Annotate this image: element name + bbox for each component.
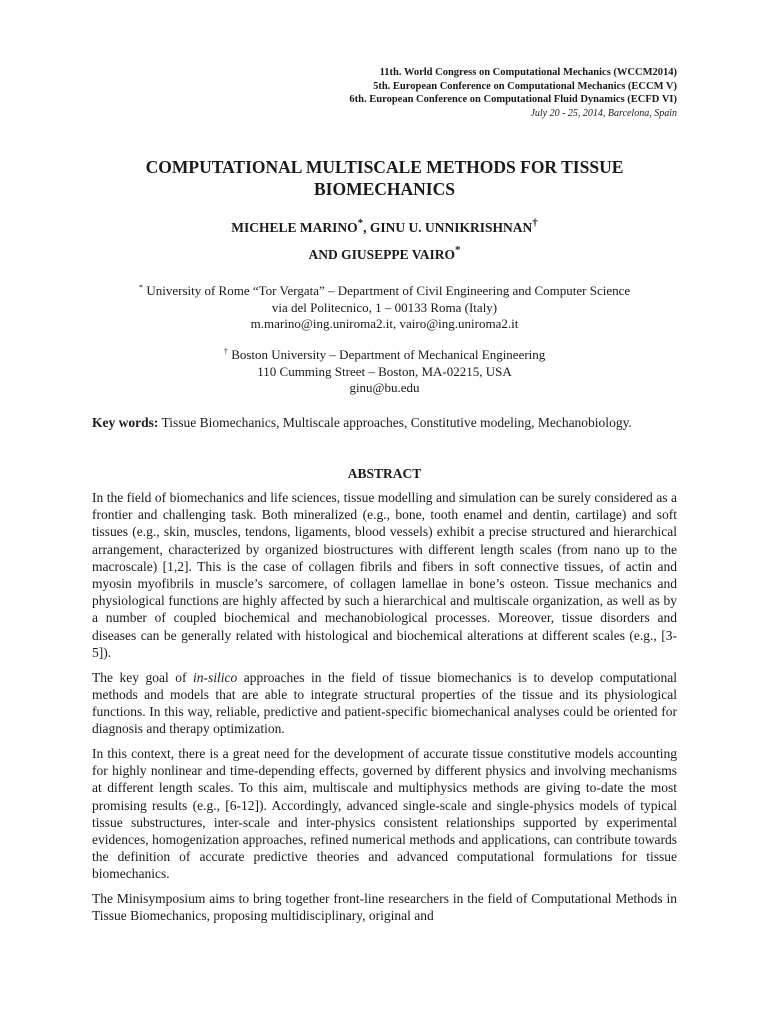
affiliation-institution: University of Rome “Tor Vergata” – Department of Civil Engineering and Computer Science <box>143 283 631 298</box>
authors-line-2 <box>92 241 677 268</box>
conference-line-3: 6th. European Conference on Computational Fluid Dynamics (ECFD VI) <box>349 94 677 105</box>
title-line-2: BIOMECHANICS <box>314 179 455 199</box>
author-affiliation-mark: † <box>532 217 538 229</box>
affiliation-mark: † <box>223 346 228 356</box>
affiliation-emails: m.marino@ing.uniroma2.it, vairo@ing.uniroma2.it <box>250 316 519 331</box>
author-name: , GINU U. UNNIKRISHNAN <box>363 220 533 235</box>
paper-title <box>92 156 677 200</box>
keywords <box>92 414 677 432</box>
author-name: AND GIUSEPPE VAIRO <box>308 247 456 262</box>
abstract-paragraph-2 <box>92 669 677 738</box>
affiliation-line-1 <box>92 347 677 364</box>
author-list <box>92 214 677 268</box>
affiliation-institution: Boston University – Department of Mechanical Engineering <box>227 347 546 362</box>
paper-page <box>92 0 677 1024</box>
affiliation-email: ginu@bu.edu <box>349 380 420 395</box>
abstract-paragraph-1: In the field of biomechanics and life sciences, tissue modelling and simulation can be surely considered as a frontier and challenging task. Both mineralized (e.g., bone, tooth enamel and dentin, cartilage) and soft tissues (e.g., skin, muscles, tendons, ligaments, blood vessels) exhibit a precise structured and hierarchical arrangement, characterized by organized biostructures with different length scales (from nano up to the macroscale) [1,2]. This is the case of collagen fibrils and fibers in soft connective tissues, of actin and myosin myofibrils in muscle’s sarcomere, of collagen lamellae in bone’s osteon. Tissue mechanics and physiological functions are highly affected by such a hierarchical and multiscale organization, as well as by a number of coupled biochemical and mechanobiological processes. Moreover, tissue disorders and diseases can be generally related with histological and biochemical alterations at different scales (e.g., [3-5]). <box>92 490 677 660</box>
affiliation-line-1 <box>92 283 677 300</box>
affiliation-address: via del Politecnico, 1 – 00133 Roma (Italy) <box>271 299 498 315</box>
affiliation-address: 110 Cumming Street – Boston, MA-02215, USA <box>257 363 512 379</box>
keywords-text: Tissue Biomechanics, Multiscale approaches, Constitutive modeling, Mechanobiology. <box>158 415 632 430</box>
abstract-paragraph-4: The Minisymposium aims to bring together front-line researchers in the field of Computational Methods in Tissue Biomechanics, proposing multidisciplinary, original and <box>92 891 677 924</box>
italic-term: in-silico <box>193 669 238 685</box>
paragraph-text: The key goal of <box>92 669 194 685</box>
abstract-body <box>92 489 677 932</box>
conference-line-1: 11th. World Congress on Computational Mechanics (WCCM2014) <box>379 67 677 78</box>
affiliation-boston <box>92 347 677 397</box>
author-affiliation-mark: * <box>455 244 461 256</box>
keywords-label: Key words: <box>92 415 159 430</box>
abstract-paragraph-3: In this context, there is a great need for the development of accurate tissue constitutive models accounting for highly nonlinear and time-depending effects, governed by different physics and involving mechanisms at different length scales. To this aim, multiscale and multiphysics methods are giving to-date the most promising results (e.g., [6-12]). Accordingly, advanced single-scale and single-physics models of typical tissue substructures, inter-scale and inter-physics consistent relationships supported by experimental evidences, homogenization approaches, refined numerical methods and applications, can contribute towards the definition of accurate predictive theories and advanced computational formulations for tissue biomechanics. <box>92 746 677 882</box>
author-name: MICHELE MARINO <box>231 220 358 235</box>
authors-line-1 <box>92 214 677 241</box>
affiliation-rome <box>92 283 677 333</box>
conference-line-2: 5th. European Conference on Computational Mechanics (ECCM V) <box>373 80 677 92</box>
author-affiliation-mark: * <box>357 217 364 229</box>
paragraph-text: approaches in the field of tissue biomechanics is to develop computational methods and models that are able to integrate structural properties of the tissue and its physiological functions. In this way, reliable, predictive and patient-specific biomechanical analyses could be oriented for diagnosis and therapy optimization. <box>92 669 678 737</box>
title-line-1: COMPUTATIONAL MULTISCALE METHODS FOR TISSUE <box>145 157 624 177</box>
abstract-heading: ABSTRACT <box>347 466 422 481</box>
affiliation-mark: * <box>138 282 144 292</box>
conference-date-location: July 20 - 25, 2014, Barcelona, Spain <box>530 107 677 119</box>
conference-header <box>349 66 677 120</box>
